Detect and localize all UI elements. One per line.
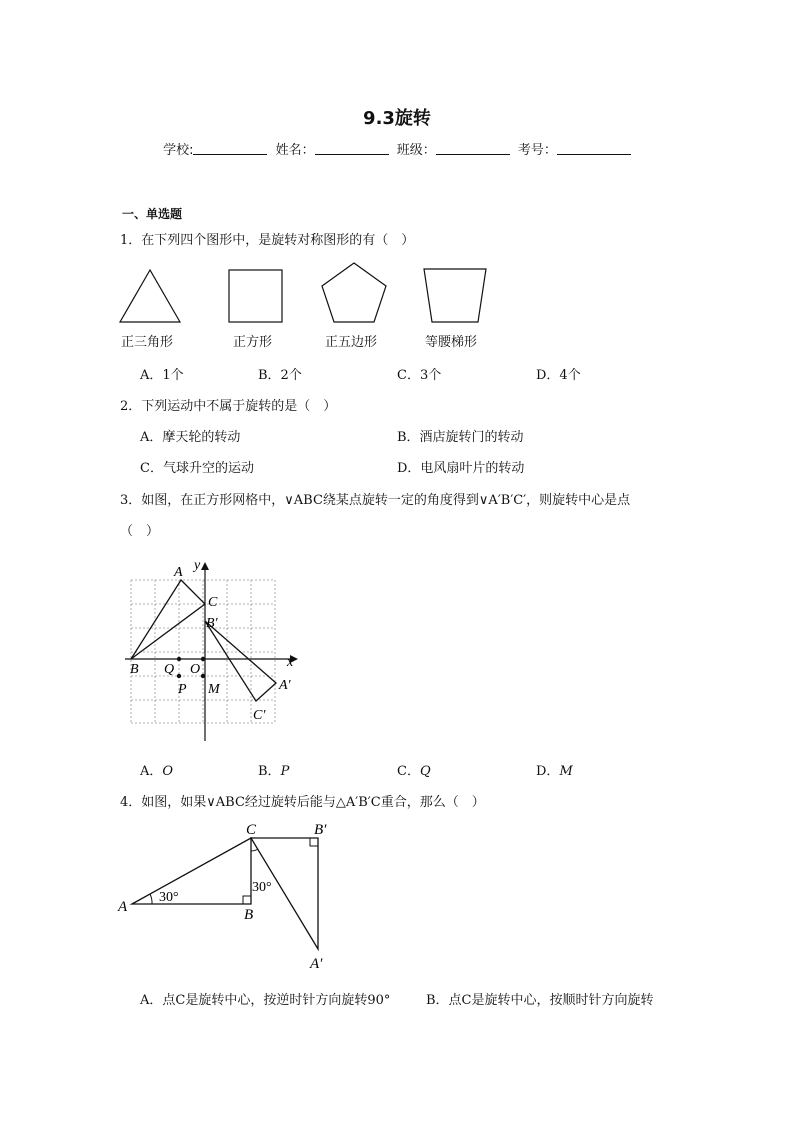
q1-shapes-figure <box>110 258 510 328</box>
q3-option-b-value: P <box>280 764 290 779</box>
label-a-prime: A′ <box>279 678 291 693</box>
angle-arc-c <box>251 849 258 851</box>
q1-stem: 1．在下列四个图形中，是旋转对称图形的有（ ） <box>120 233 415 248</box>
q4-option-b[interactable]: B．点C是旋转中心，按顺时针方向旋转 <box>426 993 654 1008</box>
q2-option-d[interactable]: D．电风扇叶片的转动 <box>397 461 525 476</box>
q3-option-c[interactable] <box>397 760 431 779</box>
q2-option-b[interactable]: B．酒店旋转门的转动 <box>397 430 524 445</box>
label-a: A <box>174 565 183 580</box>
q2-stem: 2．下列运动中不属于旋转的是（ ） <box>120 399 337 414</box>
q3-option-a-value: O <box>162 764 174 779</box>
y-axis-arrow <box>201 562 209 570</box>
q4-option-a[interactable]: A．点C是旋转中心，按逆时针方向旋转90° <box>140 993 391 1008</box>
q3-option-a-letter: A． <box>140 764 163 779</box>
point-p <box>177 674 181 678</box>
point-q <box>177 657 181 661</box>
label-q: Q <box>164 662 175 677</box>
triangle-abc <box>131 580 205 659</box>
point-o-dot <box>201 657 205 661</box>
q4-stem: 4．如图，如果∨ABC经过旋转后能与△A′B′C重合，那么（ ） <box>120 795 485 810</box>
section-heading: 一、单选题 <box>122 207 183 221</box>
shape-label-square: 正方形 <box>233 335 273 350</box>
regular-pentagon-shape <box>322 263 386 322</box>
q3-option-a[interactable] <box>140 760 173 779</box>
q3-option-d-value: M <box>559 764 573 779</box>
angle-arc-a <box>150 894 152 904</box>
exam-no-blank[interactable] <box>557 142 631 155</box>
q3-option-c-letter: C． <box>397 764 420 779</box>
class-label: 班级： <box>396 143 436 158</box>
q4-triangle-figure <box>110 815 350 975</box>
name-blank[interactable] <box>315 142 389 155</box>
point-m <box>201 674 205 678</box>
school-blank[interactable] <box>193 142 267 155</box>
right-angle-mark-b-prime <box>310 838 318 846</box>
page-title: 9.3旋转 <box>363 108 431 129</box>
q2-option-a[interactable]: A．摩天轮的转动 <box>140 430 241 445</box>
q3-option-d-letter: D． <box>536 764 560 779</box>
isosceles-trapezoid-shape <box>424 269 486 322</box>
shape-label-pentagon: 正五边形 <box>325 335 378 350</box>
right-angle-mark-b <box>243 896 251 904</box>
q3-option-b[interactable] <box>258 760 289 779</box>
shape-label-trapezoid: 等腰梯形 <box>425 335 478 350</box>
q3-option-c-value: Q <box>419 764 431 779</box>
label-b-prime: B′ <box>206 616 218 631</box>
class-blank[interactable] <box>436 142 510 155</box>
square-shape <box>229 270 282 322</box>
q3-stem-line2: （ ） <box>120 524 160 539</box>
label-b-prime: B′ <box>314 822 327 838</box>
label-c: C <box>208 595 218 610</box>
q3-option-d[interactable] <box>536 760 573 779</box>
name-label: 姓名： <box>275 143 315 158</box>
q1-option-a[interactable]: A．1个 <box>140 368 184 383</box>
student-info-line <box>0 139 794 158</box>
school-label: 学校: <box>163 143 194 158</box>
q1-option-d[interactable]: D．4个 <box>536 368 581 383</box>
label-a: A <box>118 899 128 915</box>
label-b: B <box>244 907 254 923</box>
label-angle-a: 30° <box>159 890 179 905</box>
label-c: C <box>246 822 257 838</box>
label-b: B <box>130 662 139 677</box>
label-y: y <box>194 558 201 573</box>
q2-option-c[interactable]: C．气球升空的运动 <box>140 461 254 476</box>
shape-label-triangle: 正三角形 <box>121 335 174 350</box>
label-a-prime: A′ <box>310 956 323 972</box>
equilateral-triangle-shape <box>120 270 180 322</box>
q3-option-b-letter: B． <box>258 764 281 779</box>
label-c-prime: C′ <box>253 708 266 723</box>
label-p: P <box>178 682 187 697</box>
label-x: x <box>287 655 294 670</box>
q3-grid-figure <box>120 555 310 745</box>
label-m: M <box>208 682 220 697</box>
exam-no-label: 考号： <box>517 143 557 158</box>
q1-option-b[interactable]: B．2个 <box>258 368 302 383</box>
q1-option-c[interactable]: C．3个 <box>397 368 442 383</box>
q3-stem-line1: 3．如图，在正方形网格中，∨ABC绕某点旋转一定的角度得到∨A′B′C′，则旋转中心是点 <box>120 493 631 508</box>
label-angle-c: 30° <box>252 880 272 895</box>
label-o: O <box>190 662 201 677</box>
